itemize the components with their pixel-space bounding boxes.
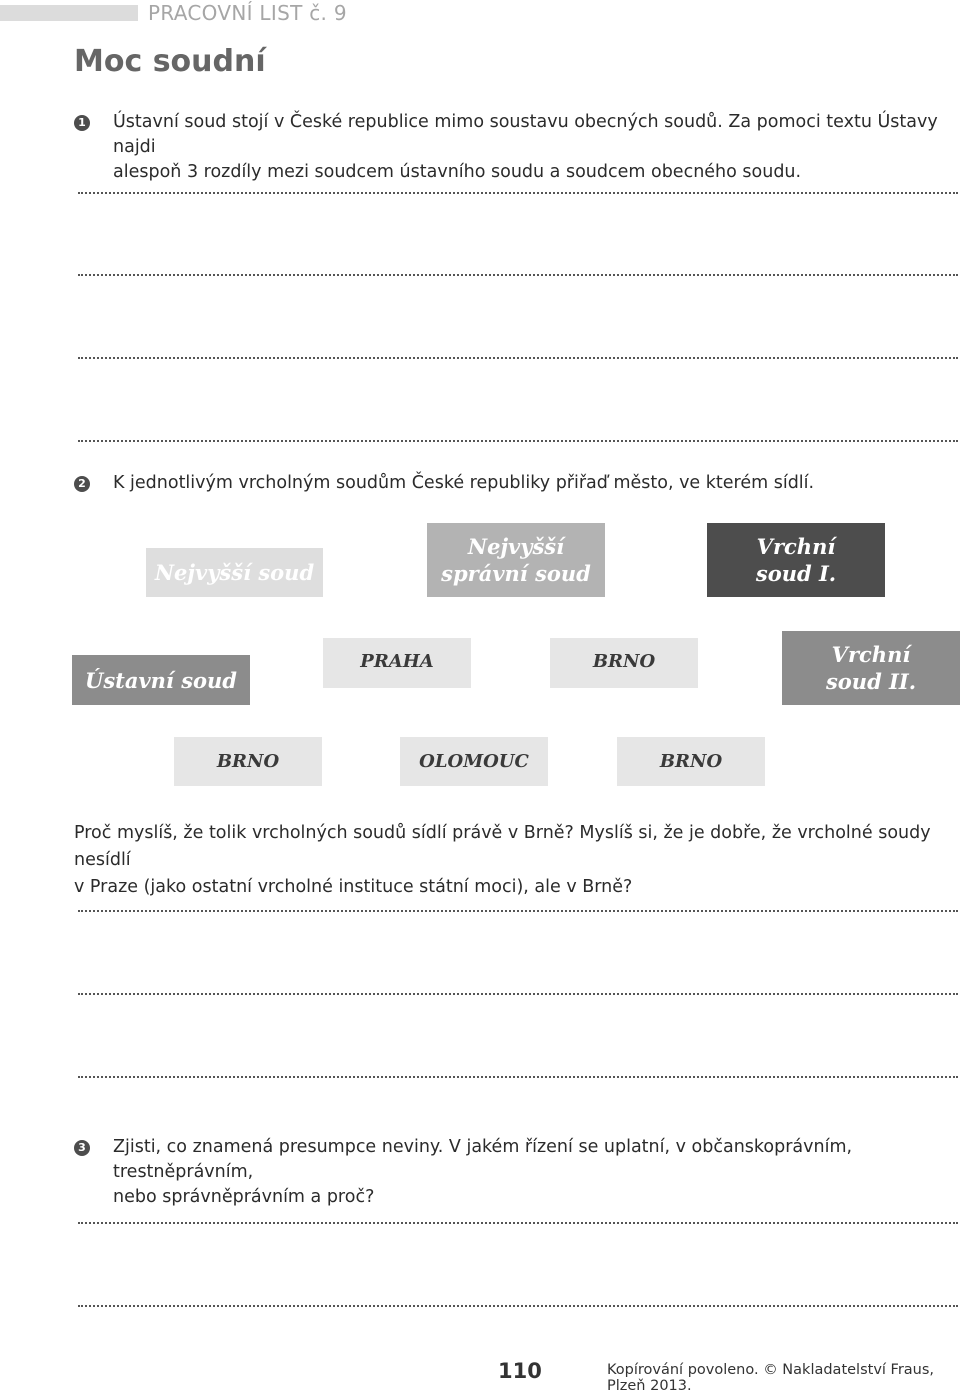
page-number: 110 [498,1359,542,1383]
task-3-text [113,1135,953,1210]
header-bar [0,5,138,21]
task-2-question-line2: v Praze (jako ostatní vrcholné instituce státní moci), ale v Brně? [74,877,633,897]
task-1-text-line1: Ústavní soud stojí v České republice mimo soustavu obecných soudů. Za pomoci textu Ústavy najdi [113,112,938,157]
task-1-text [113,110,953,185]
city-label: PRAHA [360,651,434,672]
task-2-question [74,820,954,901]
court-box-nejvyssi-spravni-soud[interactable] [427,523,605,597]
court-label: Nejvyšší soud [154,560,315,585]
court-label: Ústavní soud [85,667,237,693]
city-label: BRNO [592,651,656,672]
answer-line[interactable] [78,440,958,442]
answer-line[interactable] [78,192,958,194]
court-box-vrchni-soud-1[interactable] [707,523,885,597]
task-1-number: 1 [74,115,90,131]
city-label: BRNO [216,751,280,772]
court-label-line1: Vrchní [831,642,911,667]
answer-line[interactable] [78,1222,958,1224]
copyright-notice: Kopírování povoleno. © Nakladatelství Fraus, Plzeň 2013. [607,1362,935,1394]
court-label-line2: správní soud [441,561,591,586]
answer-line[interactable] [78,1305,958,1307]
task-1-text-line2: alespoň 3 rozdíly mezi soudcem ústavního soudu a soudcem obecného soudu. [113,162,802,182]
answer-line[interactable] [78,274,958,276]
city-box-brno[interactable] [550,638,698,688]
court-label-line2: soud II. [825,669,917,694]
court-label-line1: Vrchní [756,534,836,559]
sheet-label: PRACOVNÍ LIST č. 9 [148,1,347,25]
city-box-brno[interactable] [617,737,765,786]
task-2-text: K jednotlivým vrcholným soudům České republiky přiřaď město, ve kterém sídlí. [113,473,815,493]
answer-line[interactable] [78,357,958,359]
answer-line[interactable] [78,910,958,912]
task-2-question-line1: Proč myslíš, že tolik vrcholných soudů sídlí právě v Brně? Myslíš si, že je dobře, že vrcholné soudy nesídlí [74,823,931,870]
task-3-number: 3 [74,1140,90,1156]
answer-line[interactable] [78,993,958,995]
page-title: Moc soudní [74,44,266,79]
city-box-praha[interactable] [323,638,471,688]
task-2-number: 2 [74,476,90,492]
city-box-brno[interactable] [174,737,322,786]
answer-line[interactable] [78,1076,958,1078]
court-label-line2: soud I. [755,561,837,586]
court-box-nejvyssi-soud[interactable] [146,548,323,597]
court-box-vrchni-soud-2[interactable] [782,631,960,705]
court-label-line1: Nejvyšší [467,534,565,559]
task-3-text-line1: Zjisti, co znamená presumpce neviny. V jakém řízení se uplatní, v občanskoprávním, trestněprávním, [113,1137,853,1182]
task-3-text-line2: nebo správněprávním a proč? [113,1187,375,1207]
city-box-olomouc[interactable] [400,737,548,786]
city-label: OLOMOUC [419,751,529,772]
city-label: BRNO [659,751,723,772]
court-box-ustavni-soud[interactable] [72,655,250,705]
